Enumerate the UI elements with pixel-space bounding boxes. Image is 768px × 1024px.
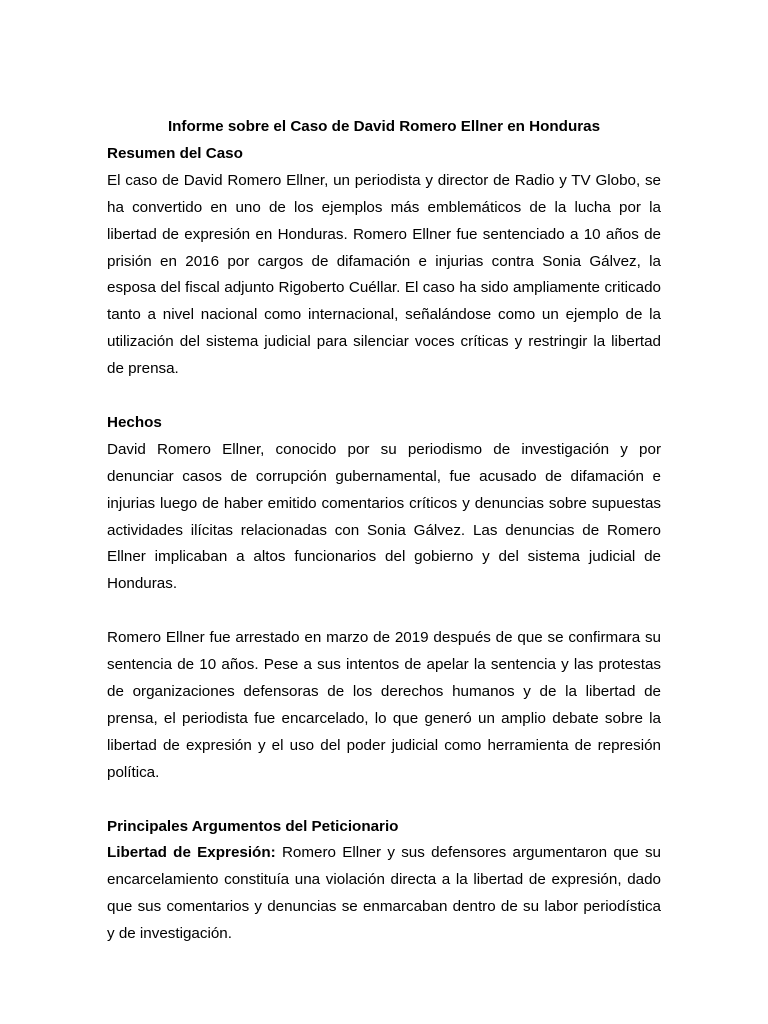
- section-heading-argumentos: Principales Argumentos del Peticionario: [107, 817, 399, 835]
- paragraph-hechos-1: David Romero Ellner, conocido por su periodismo de investigación y por denunciar casos de corrupción gubernamental, fue acusado de difamación e injurias luego de haber emitido comentarios críticos y denuncias sobre supuestas actividades ilícitas relacionadas con Sonia Gálvez. Las denuncias de Romero Ellner implicaban a altos funcionarios del gobierno y del sistema judicial de Honduras.: [107, 440, 661, 593]
- document-body: [107, 114, 661, 948]
- argument-lead-label: Libertad de Expresión:: [107, 844, 276, 862]
- paragraph-spacer: [107, 598, 661, 625]
- paragraph-hechos-2: Romero Ellner fue arrestado en marzo de 2019 después de que se confirmara su sentencia de 10 años. Pese a sus intentos de apelar la sentencia y las protestas de organizaciones defensoras de los derechos humanos y de la libertad de prensa, el periodista fue encarcelado, lo que generó un amplio debate sobre la libertad de expresión y el uso del poder judicial como herramienta de represión política.: [107, 629, 661, 781]
- paragraph-argumentos: [107, 840, 661, 948]
- document-title: Informe sobre el Caso de David Romero Ellner en Honduras: [167, 118, 601, 135]
- section-heading-resumen: Resumen del Caso: [107, 144, 243, 162]
- paragraph-spacer: [107, 383, 661, 410]
- argument-text: Romero Ellner y sus defensores argumentaron que su encarcelamiento constituía una violación directa a la libertad de expresión, dado que sus comentarios y denuncias se enmarcaban dentro de su labor periodística y de investigación.: [107, 844, 661, 943]
- paragraph-resumen: El caso de David Romero Ellner, un periodista y director de Radio y TV Globo, se ha convertido en uno de los ejemplos más emblemáticos de la lucha por la libertad de expresión en Honduras. Romero Ellner fue sentenciado a 10 años de prisión en 2016 por cargos de difamación e injurias contra Sonia Gálvez, la esposa del fiscal adjunto Rigoberto Cuéllar. El caso ha sido ampliamente criticado tanto a nivel nacional como internacional, señalándose como un ejemplo de la utilización del sistema judicial para silenciar voces críticas y restringir la libertad de prensa.: [107, 171, 661, 378]
- section-heading-hechos: Hechos: [107, 413, 162, 431]
- paragraph-spacer: [107, 787, 661, 814]
